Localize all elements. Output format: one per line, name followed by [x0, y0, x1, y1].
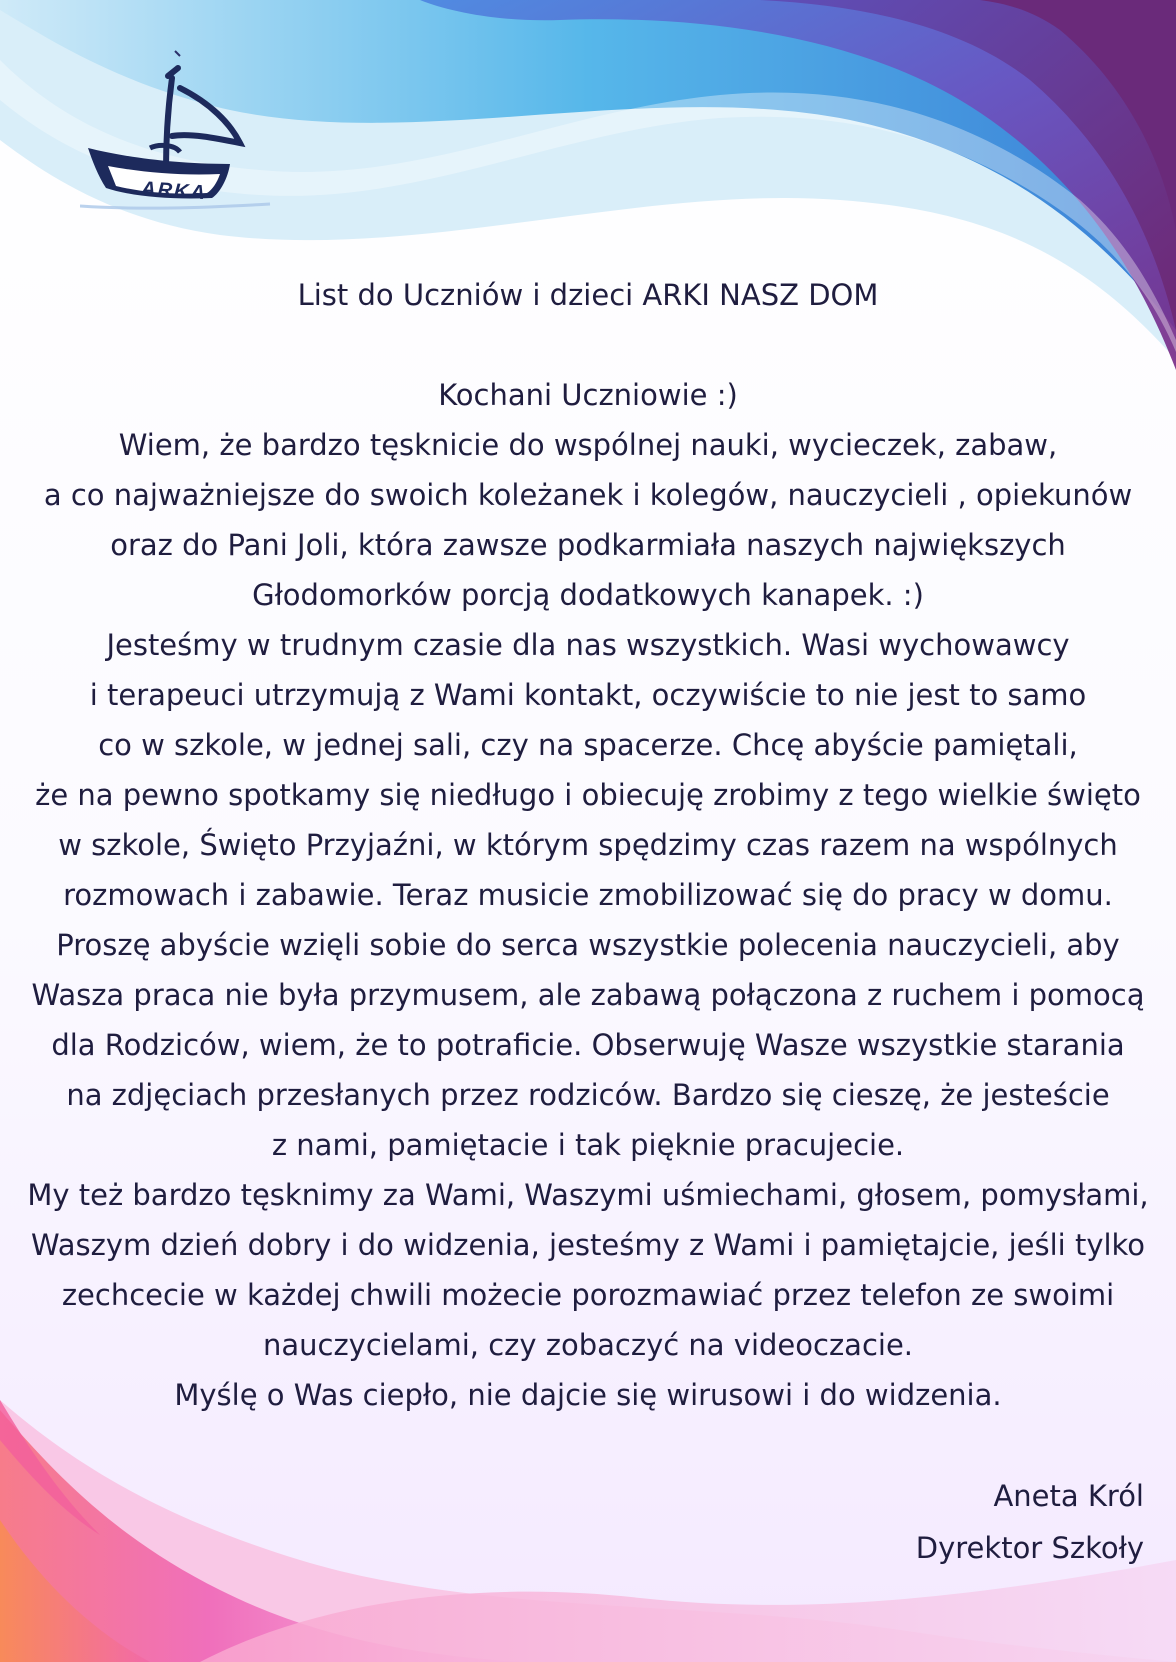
letter-line: Głodomorków porcją dodatkowych kanapek. :)	[252, 578, 924, 612]
letter-line: z nami, pamiętacie i tak pięknie pracujecie.	[271, 1128, 905, 1162]
arka-boat-logo	[80, 48, 280, 238]
letter-line: Proszę abyście wzięli sobie do serca wszystkie polecenia nauczycieli, aby	[56, 928, 1120, 962]
letter-line: w szkole, Święto Przyjaźni, w którym spędzimy czas razem na wspólnych	[58, 828, 1118, 862]
letter-greeting: Kochani Uczniowie :)	[438, 378, 738, 412]
letter-body	[20, 270, 1156, 1420]
letter-line: My też bardzo tęsknimy za Wami, Waszymi uśmiechami, głosem, pomysłami,	[27, 1178, 1149, 1212]
signature-name: Aneta Król	[993, 1479, 1144, 1513]
signature-block	[916, 1470, 1144, 1574]
letter-line: że na pewno spotkamy się niedługo i obiecuję zrobimy z tego wielkie święto	[35, 778, 1141, 812]
letter-line: nauczycielami, czy zobaczyć na videoczacie.	[262, 1328, 914, 1362]
letter-title: List do Uczniów i dzieci ARKI NASZ DOM	[297, 278, 879, 312]
letter-line: i terapeuci utrzymują z Wami kontakt, oczywiście to nie jest to samo	[89, 678, 1087, 712]
letter-line: na zdjęciach przesłanych przez rodziców. Bardzo się cieszę, że jesteście	[66, 1078, 1110, 1112]
letter-line: oraz do Pani Joli, która zawsze podkarmiała naszych największych	[110, 528, 1066, 562]
letter-line: Myślę o Was ciepło, nie dajcie się wirusowi i do widzenia.	[174, 1378, 1002, 1412]
title-spacer	[20, 320, 1156, 370]
letter-line: Wasza praca nie była przymusem, ale zabawą połączona z ruchem i pomocą	[31, 978, 1145, 1012]
letter-line: Jesteśmy w trudnym czasie dla nas wszystkich. Wasi wychowawcy	[106, 628, 1070, 662]
letter-line: Wiem, że bardzo tęsknicie do wspólnej nauki, wycieczek, zabaw,	[118, 428, 1058, 462]
letter-line: zechcecie w każdej chwili możecie porozmawiać przez telefon ze swoimi	[61, 1278, 1115, 1312]
logo-text: ARKA	[140, 177, 208, 205]
letter-line: a co najważniejsze do swoich koleżanek i kolegów, nauczycieli , opiekunów	[43, 478, 1133, 512]
letter-line: co w szkole, w jednej sali, czy na spacerze. Chcę abyście pamiętali,	[98, 728, 1078, 762]
letter-line: Waszym dzień dobry i do widzenia, jesteśmy z Wami i pamiętajcie, jeśli tylko	[30, 1228, 1146, 1262]
signature-role: Dyrektor Szkoły	[915, 1531, 1144, 1565]
letter-line: rozmowach i zabawie. Teraz musicie zmobilizować się do pracy w domu.	[63, 878, 1113, 912]
letter-line: dla Rodziców, wiem, że to potraficie. Obserwuję Wasze wszystkie starania	[51, 1028, 1125, 1062]
